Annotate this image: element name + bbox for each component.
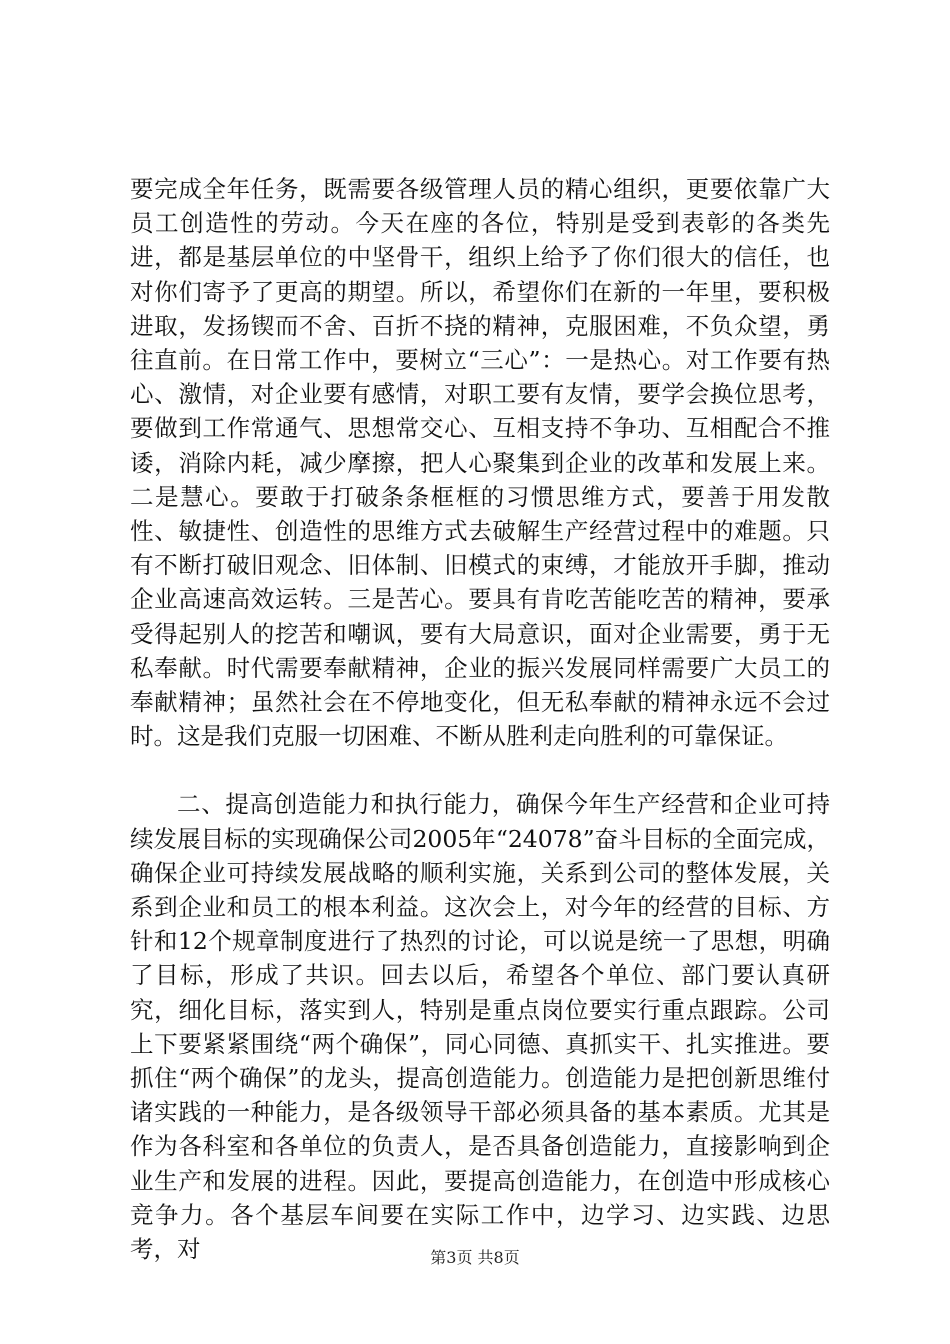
- document-body: [130, 172, 830, 1266]
- paragraph-1: 要完成全年任务，既需要各级管理人员的精心组织，更要依靠广大员工创造性的劳动。今天在座的各位，特别是受到表彰的各类先进，都是基层单位的中坚骨干，组织上给予了你们很大的信任，也对你们寄予了更高的期望。所以，希望你们在新的一年里，要积极进取，发扬锲而不舍、百折不挠的精神，克服困难，不负众望，勇往直前。在日常工作中，要树立“三心”：一是热心。对工作要有热心、激情，对企业要有感情，对职工要有友情，要学会换位思考，要做到工作常通气、思想常交心、互相支持不争功、互相配合不推诿，消除内耗，减少摩擦，把人心聚集到企业的改革和发展上来。二是慧心。要敢于打破条条框框的习惯思维方式，要善于用发散性、敏捷性、创造性的思维方式去破解生产经营过程中的难题。只有不断打破旧观念、旧体制、旧模式的束缚，才能放开手脚，推动企业高速高效运转。三是苦心。要具有肯吃苦能吃苦的精神，要承受得起别人的挖苦和嘲讽，要有大局意识，面对企业需要，勇于无私奉献。时代需要奉献精神，企业的振兴发展同样需要广大员工的奉献精神；虽然社会在不停地变化，但无私奉献的精神永远不会过时。这是我们克服一切困难、不断从胜利走向胜利的可靠保证。: [130, 175, 830, 751]
- page-footer: 第3页 共8页: [430, 1248, 520, 1267]
- paragraph-2: 二、提高创造能力和执行能力，确保今年生产经营和企业可持续发展目标的实现确保公司2005年“24078”奋斗目标的全面完成，确保企业可持续发展战略的顺利实施，关系到公司的整体发展，关系到企业和员工的根本利益。这次会上，对今年的经营的目标、方针和12个规章制度进行了热烈的讨论，可以说是统一了思想，明确了目标，形成了共识。回去以后，希望各个单位、部门要认真研究，细化目标，落实到人，特别是重点岗位要实行重点跟踪。公司上下要紧紧围绕“两个确保”，同心同德、真抓实干、扎实推进。要抓住“两个确保”的龙头，提高创造能力。创造能力是把创新思维付诸实践的一种能力，是各级领导干部必须具备的基本素质。尤其是作为各科室和各单位的负责人，是否具备创造能力，直接影响到企业生产和发展的进程。因此，要提高创造能力，在创造中形成核心竞争力。各个基层车间要在实际工作中，边学习、边实践、边思考，对: [130, 790, 830, 1264]
